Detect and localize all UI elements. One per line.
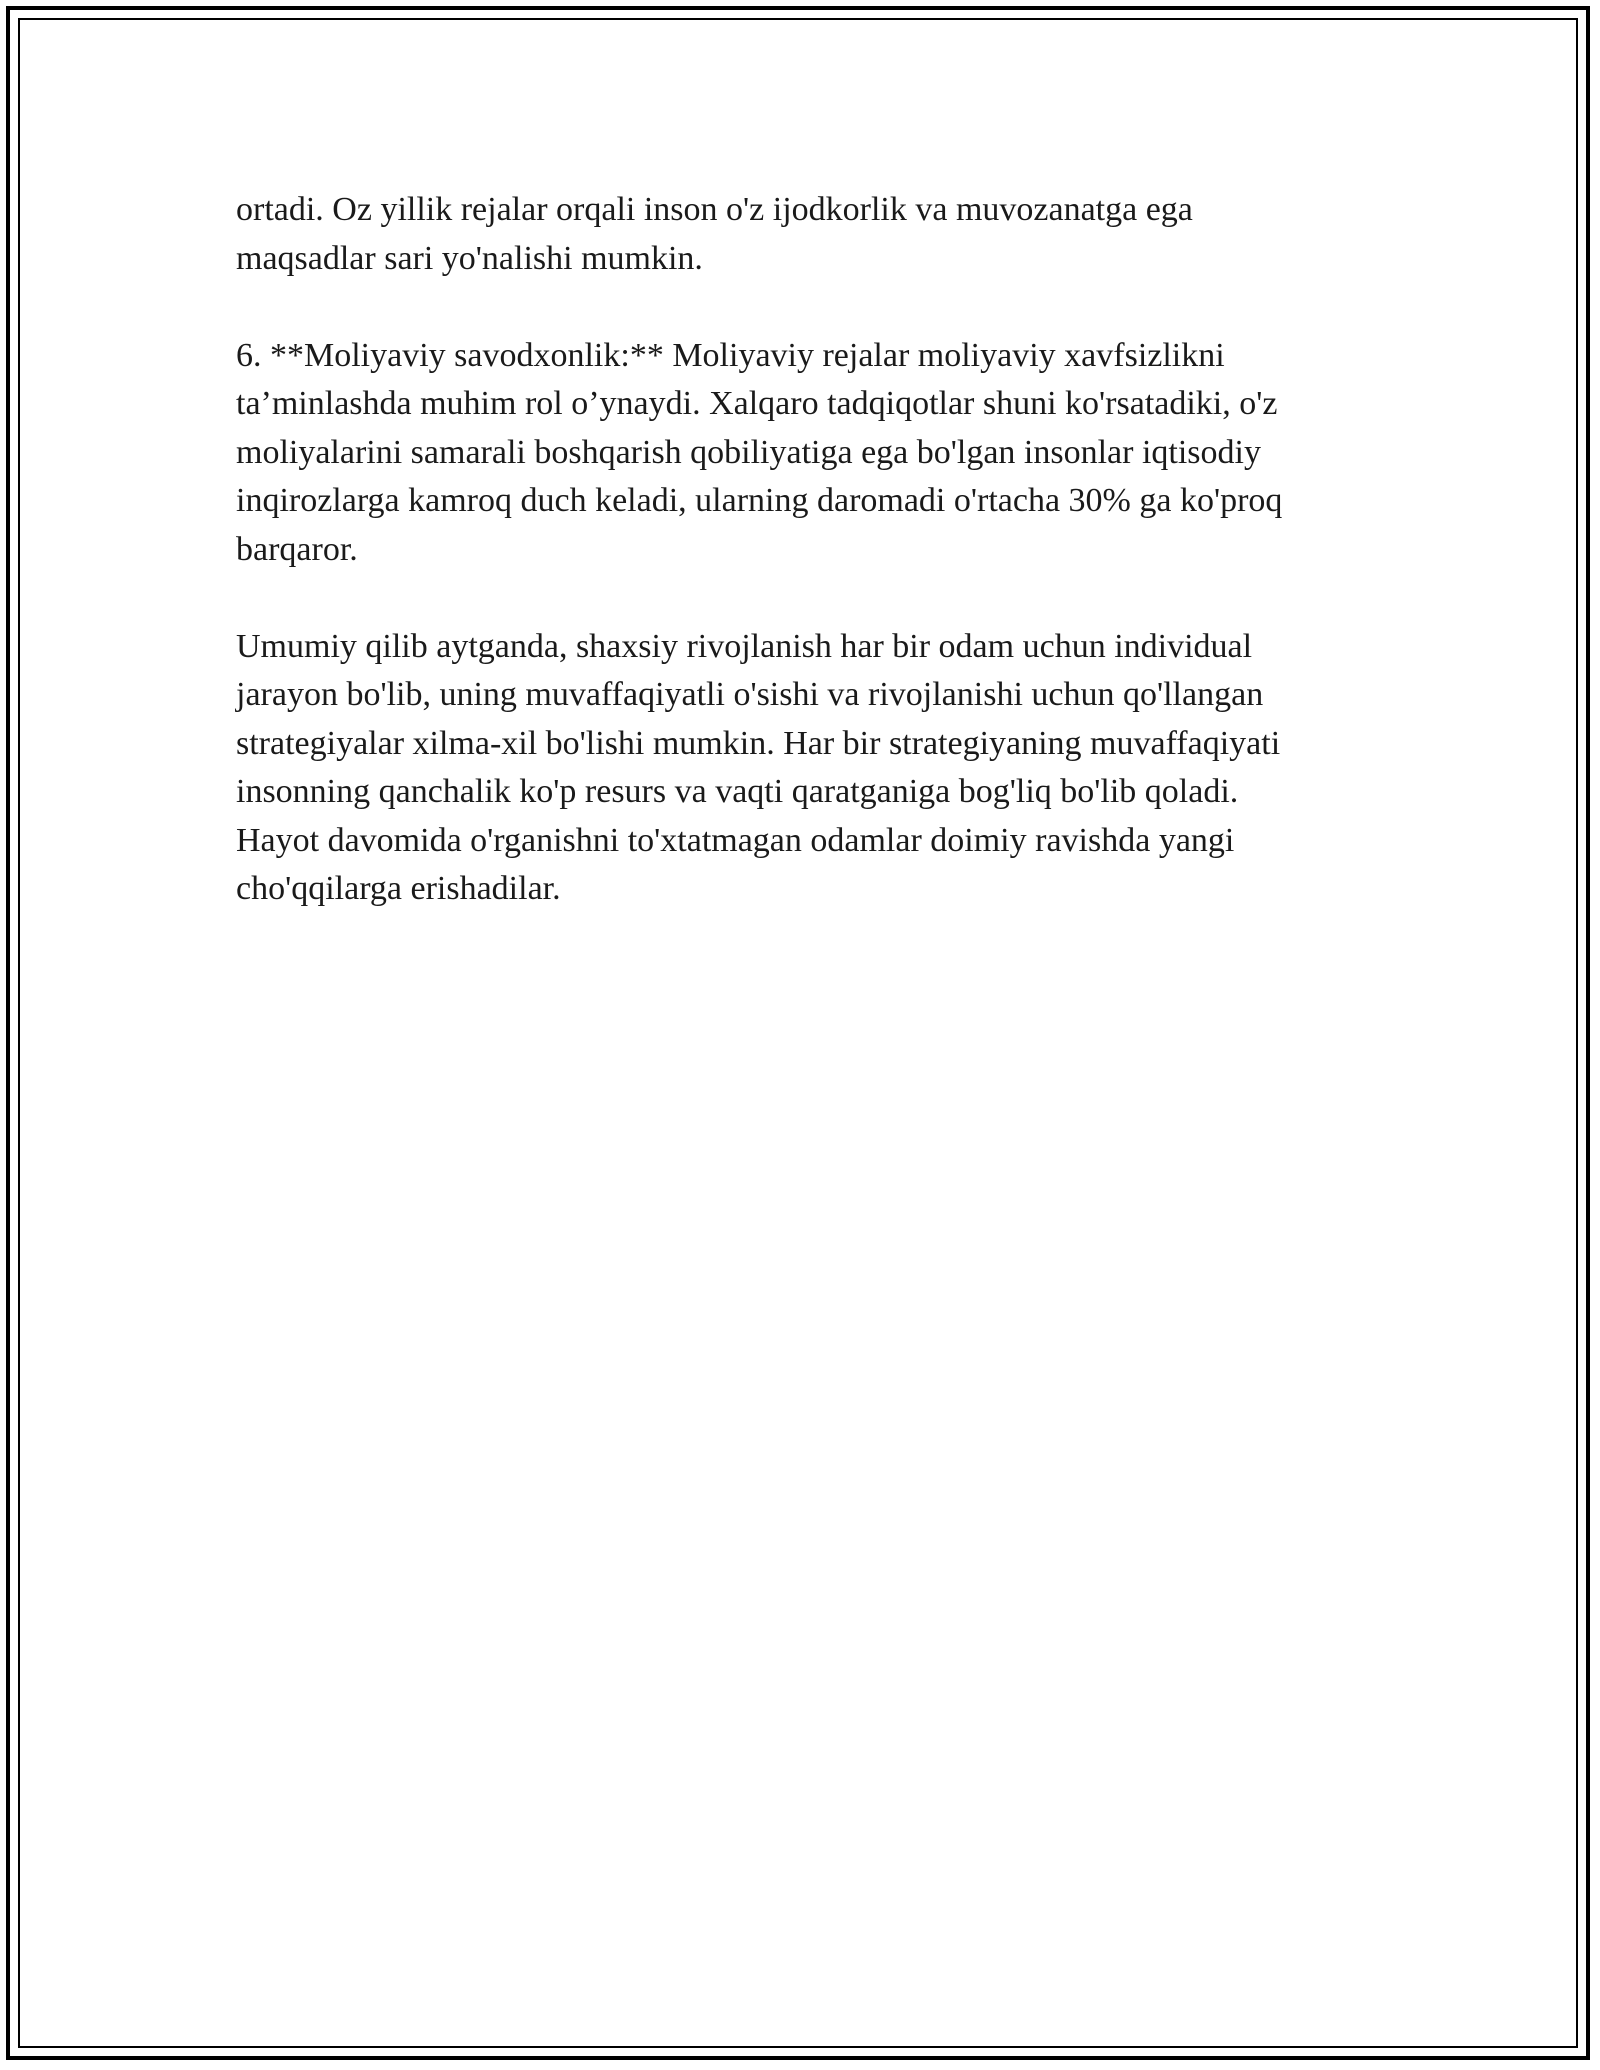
paragraph-financial-literacy: 6. **Moliyaviy savodxonlik:** Moliyaviy rejalar moliyaviy xavfsizlikni ta’minlashda muhim rol o’ynaydi. Xalqaro tadqiqotlar shuni ko'rsatadiki, o'z moliyalarini samarali boshqarish qobiliyatiga ega bo'lgan insonlar iqtisodiy inqirozlarga kamroq duch keladi, ularning daromadi o'rtacha 30% ga ko'proq barqaror. xyxy=(236,336,1283,568)
paragraph-continuation: ortadi. Oz yillik rejalar orqali inson o'z ijodkorlik va muvozanatga ega maqsadlar sari yo'nalishi mumkin. xyxy=(236,191,1193,277)
paragraph-conclusion: Umumiy qilib aytganda, shaxsiy rivojlanish har bir odam uchun individual jarayon bo'lib, uning muvaffaqiyatli o'sishi va rivojlanishi uchun qo'llangan strategiyalar xilma-xil bo'lishi mumkin. Har bir strategiyaning muvaffaqiyati insonning qanchalik ko'p resurs va vaqti qaratganiga bog'liq bo'lib qoladi. Hayot davomida o'rganishni to'xtatmagan odamlar doimiy ravishda yangi cho'qqilarga erishadilar. xyxy=(236,627,1281,907)
document-body xyxy=(236,186,1376,962)
